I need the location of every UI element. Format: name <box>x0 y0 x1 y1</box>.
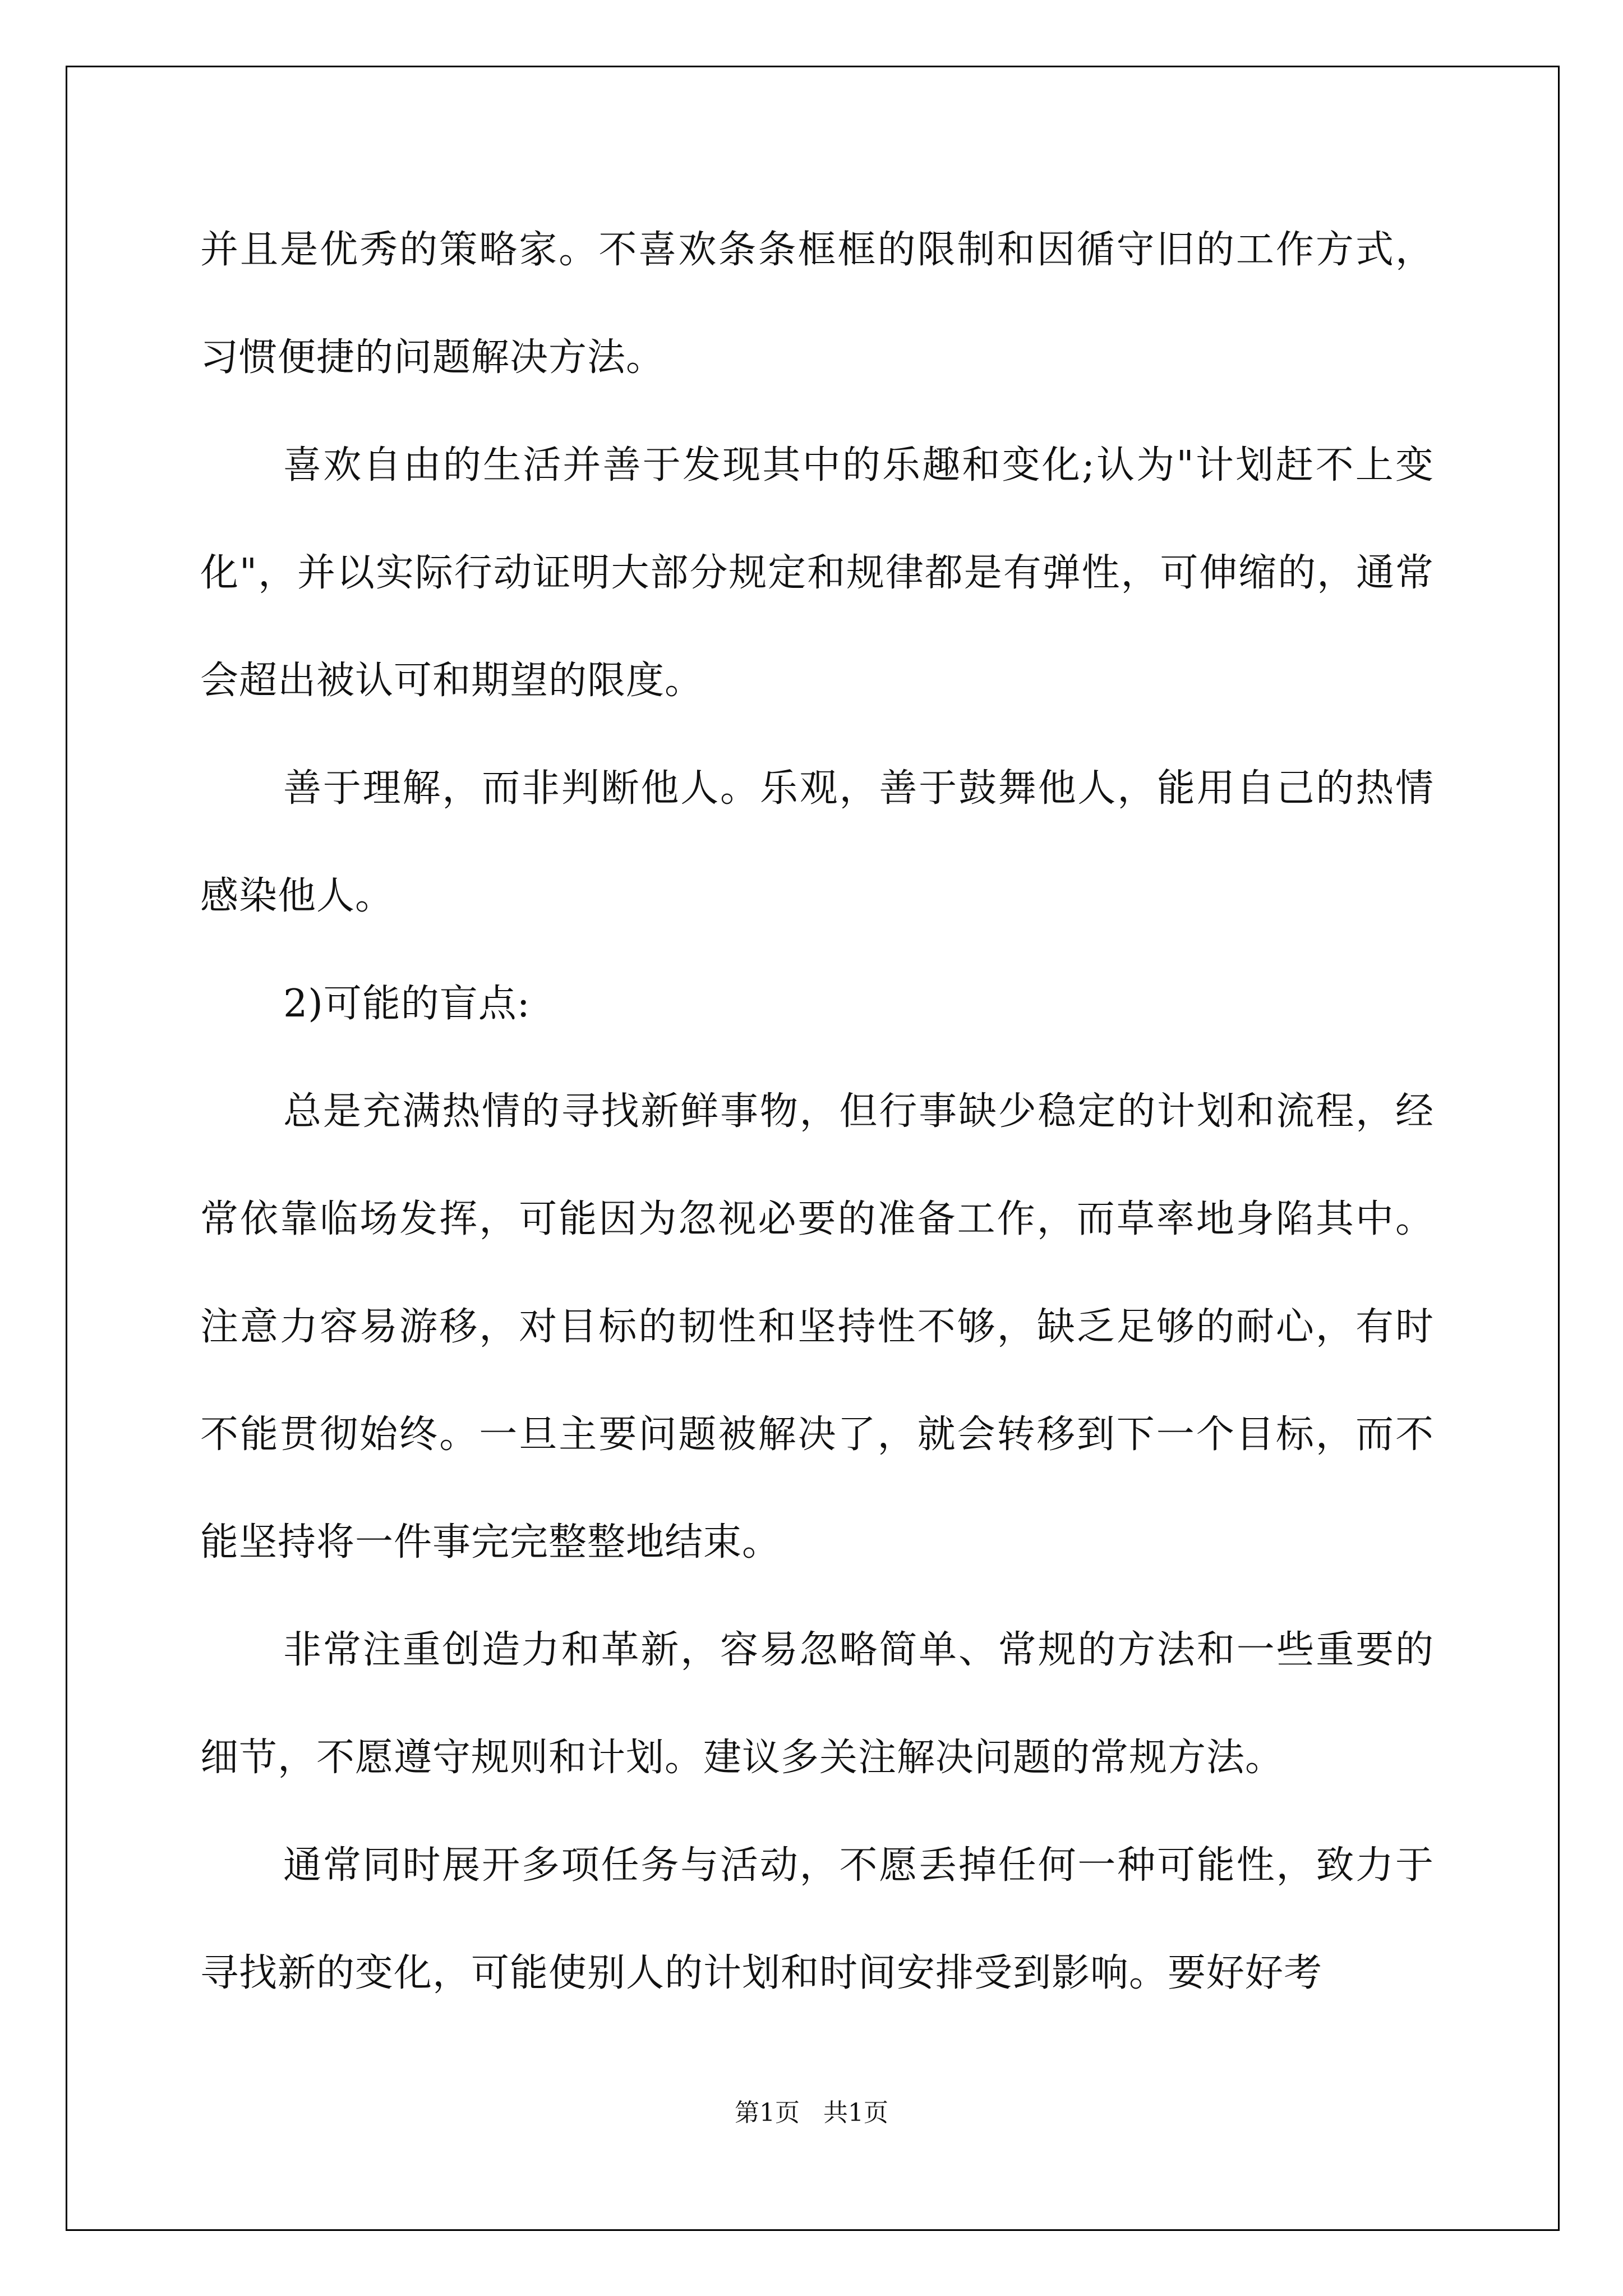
paragraph-7: 通常同时展开多项任务与活动，不愿丢掉任何一种可能性，致力于寻找新的变化，可能使别人的计划和时间安排受到影响。要好好考 <box>200 1843 1434 1995</box>
paragraph-5: 总是充满热情的寻找新鲜事物，但行事缺少稳定的计划和流程，经常依靠临场发挥，可能因为忽视必要的准备工作，而草率地身陷其中。注意力容易游移，对目标的韧性和坚持性不够，缺乏足够的耐心，有时不能贯彻始终。一旦主要问题被解决了，就会转移到下一个目标，而不能坚持将一件事完完整整地结束。 <box>200 1089 1434 1565</box>
paragraph-3: 善于理解，而非判断他人。乐观，善于鼓舞他人，能用自己的热情感染他人。 <box>200 766 1434 918</box>
page-total: 共1页 <box>823 2099 888 2127</box>
paragraph-6: 非常注重创造力和革新，容易忽略简单、常规的方法和一些重要的细节，不愿遵守规则和计划。建议多关注解决问题的常规方法。 <box>200 1628 1434 1780</box>
paragraph-1: 并且是优秀的策略家。不喜欢条条框框的限制和因循守旧的工作方式，习惯便捷的问题解决方法。 <box>200 228 1434 380</box>
page-footer <box>0 2092 1623 2128</box>
section-heading-blind-spots: 2)可能的盲点: <box>283 982 531 1026</box>
document-body <box>200 196 1434 2027</box>
paragraph-2: 喜欢自由的生活并善于发现其中的乐趣和变化;认为"计划赶不上变化"，并以实际行动证明大部分规定和规律都是有弹性，可伸缩的，通常会超出被认可和期望的限度。 <box>200 443 1434 703</box>
page-number: 第1页 <box>735 2099 800 2127</box>
